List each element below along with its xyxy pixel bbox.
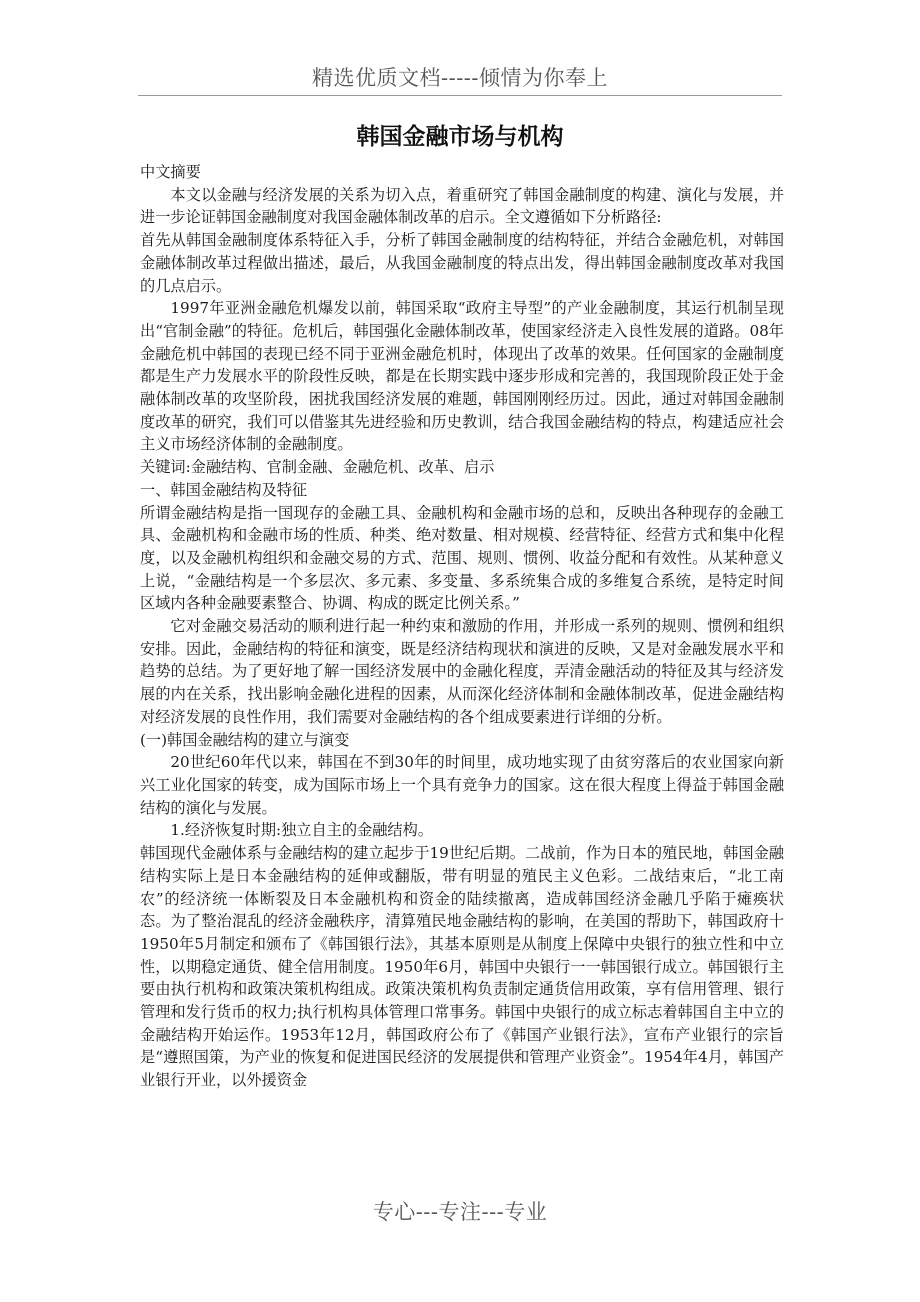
page-header: 精选优质文档-----倾情为你奉上 xyxy=(312,66,608,90)
body-paragraph-2: 它对金融交易活动的顺利进行起一种约束和激励的作用，并形成一系列的规则、惯例和组织安排。因此，金融结构的特征和演变，既是经济结构现状和演进的反映，又是对金融发展水平和趋势的总结。为了更好地了解一国经济发展中的金融化程度，弄清金融活动的特征及其与经济发展的内在关系，找出影响金融化进程的因素，从而深化经济体制和金融体制改革，促进金融结构对经济发展的良性作用，我们需要对金融结构的各个组成要素进行详细的分析。 xyxy=(140,617,784,726)
subsection-heading-1: (一)韩国金融结构的建立与演变 xyxy=(140,730,350,749)
abstract-paragraph-3: 1997年亚洲金融危机爆发以前，韩国采取“政府主导型”的产业金融制度，其运行机制呈现出“官制金融”的特征。危机后，韩国强化金融体制改革，使国家经济走入良性发展的道路。08年金融危机中韩国的表现已经不同于亚洲金融危机时，体现出了改革的效果。任何国家的金融制度都是生产力发展水平的阶段性反映，都是在长期实践中逐步形成和完善的，我国现阶段正处于金融体制改革的攻坚阶段，困扰我国经济发展的难题，韩国刚刚经历过。因此，通过对韩国金融制度改革的研究，我们可以借鉴其先进经验和历史教训，结合我国金融结构的特点，构建适应社会主义市场经济体制的金融制度。 xyxy=(140,299,784,454)
keywords-line: 关键词:金融结构、官制金融、金融危机、改革、启示 xyxy=(140,458,495,477)
item-heading-1: 1.经济恢复时期:独立自主的金融结构。 xyxy=(170,821,433,840)
body-paragraph-3: 20世纪60年代以来，韩国在不到30年的时间里，成功地实现了由贫穷落后的农业国家向新兴工业化国家的转变，成为国际市场上一个具有竞争力的国家。这在很大程度上得益于韩国金融结构的演化与发展。 xyxy=(140,753,784,817)
page-footer: 专心---专注---专业 xyxy=(372,1200,548,1224)
section-heading-1: 一、韩国金融结构及特征 xyxy=(140,480,308,499)
document-body xyxy=(140,161,784,1092)
document-title: 韩国金融市场与机构 xyxy=(356,124,564,150)
abstract-paragraph-2: 首先从韩国金融制度体系特征入手，分析了韩国金融制度的结构特征，并结合金融危机，对韩国金融体制改革过程做出描述，最后，从我国金融制度的特点出发，得出韩国金融制度改革对我国的几点启示。 xyxy=(140,231,784,295)
abstract-heading: 中文摘要 xyxy=(140,163,201,181)
body-paragraph-4: 韩国现代金融体系与金融结构的建立起步于19世纪后期。二战前，作为日本的殖民地，韩国金融结构实际上是日本金融结构的延伸或翻版，带有明显的殖民主义色彩。二战结束后，“北工南农”的经济统一体断裂及日本金融机构和资金的陆续撤离，造成韩国经济金融几乎陷于瘫痪状态。为了整治混乱的经济金融秩序，清算殖民地金融结构的影响，在美国的帮助下，韩国政府十1950年5月制定和颁布了《韩国银行法》，其基本原则是从制度上保障中央银行的独立性和中立性，以期稳定通货、健全信用制度。1950年6月，韩国中央银行一一韩国银行成立。韩国银行主要由执行机构和政策决策机构组成。政策决策机构负责制定通货信用政策，享有信用管理、银行管理和发行货币的权力;执行机构具体管理口常事务。韩国中央银行的成立标志着韩国自主中立的金融结构开始运作。1953年12月，韩国政府公布了《韩国产业银行法》，宣布产业银行的宗旨是“遵照国策，为产业的恢复和促进国民经济的发展提供和管理产业资金”。1954年4月，韩国产业银行开业，以外援资金 xyxy=(140,844,784,1090)
body-paragraph-1: 所谓金融结构是指一国现存的金融工具、金融机构和金融市场的总和，反映出各种现存的金融工具、金融机构和金融市场的性质、种类、绝对数量、相对规模、经营特征、经营方式和集中化程度，以及金融机构组织和金融交易的方式、范围、规则、惯例、收益分配和有效性。从某种意义上说，“金融结构是一个多层次、多元素、多变量、多系统集合成的多维复合系统，是特定时间区域内各种金融要素整合、协调、构成的既定比例关系。” xyxy=(140,503,784,613)
header-divider xyxy=(138,95,782,96)
abstract-paragraph-1: 本文以金融与经济发展的关系为切入点，着重研究了韩国金融制度的构建、演化与发展，并进一步论证韩国金融制度对我国金融体制改革的启示。全文遵循如下分析路径: xyxy=(140,185,784,227)
